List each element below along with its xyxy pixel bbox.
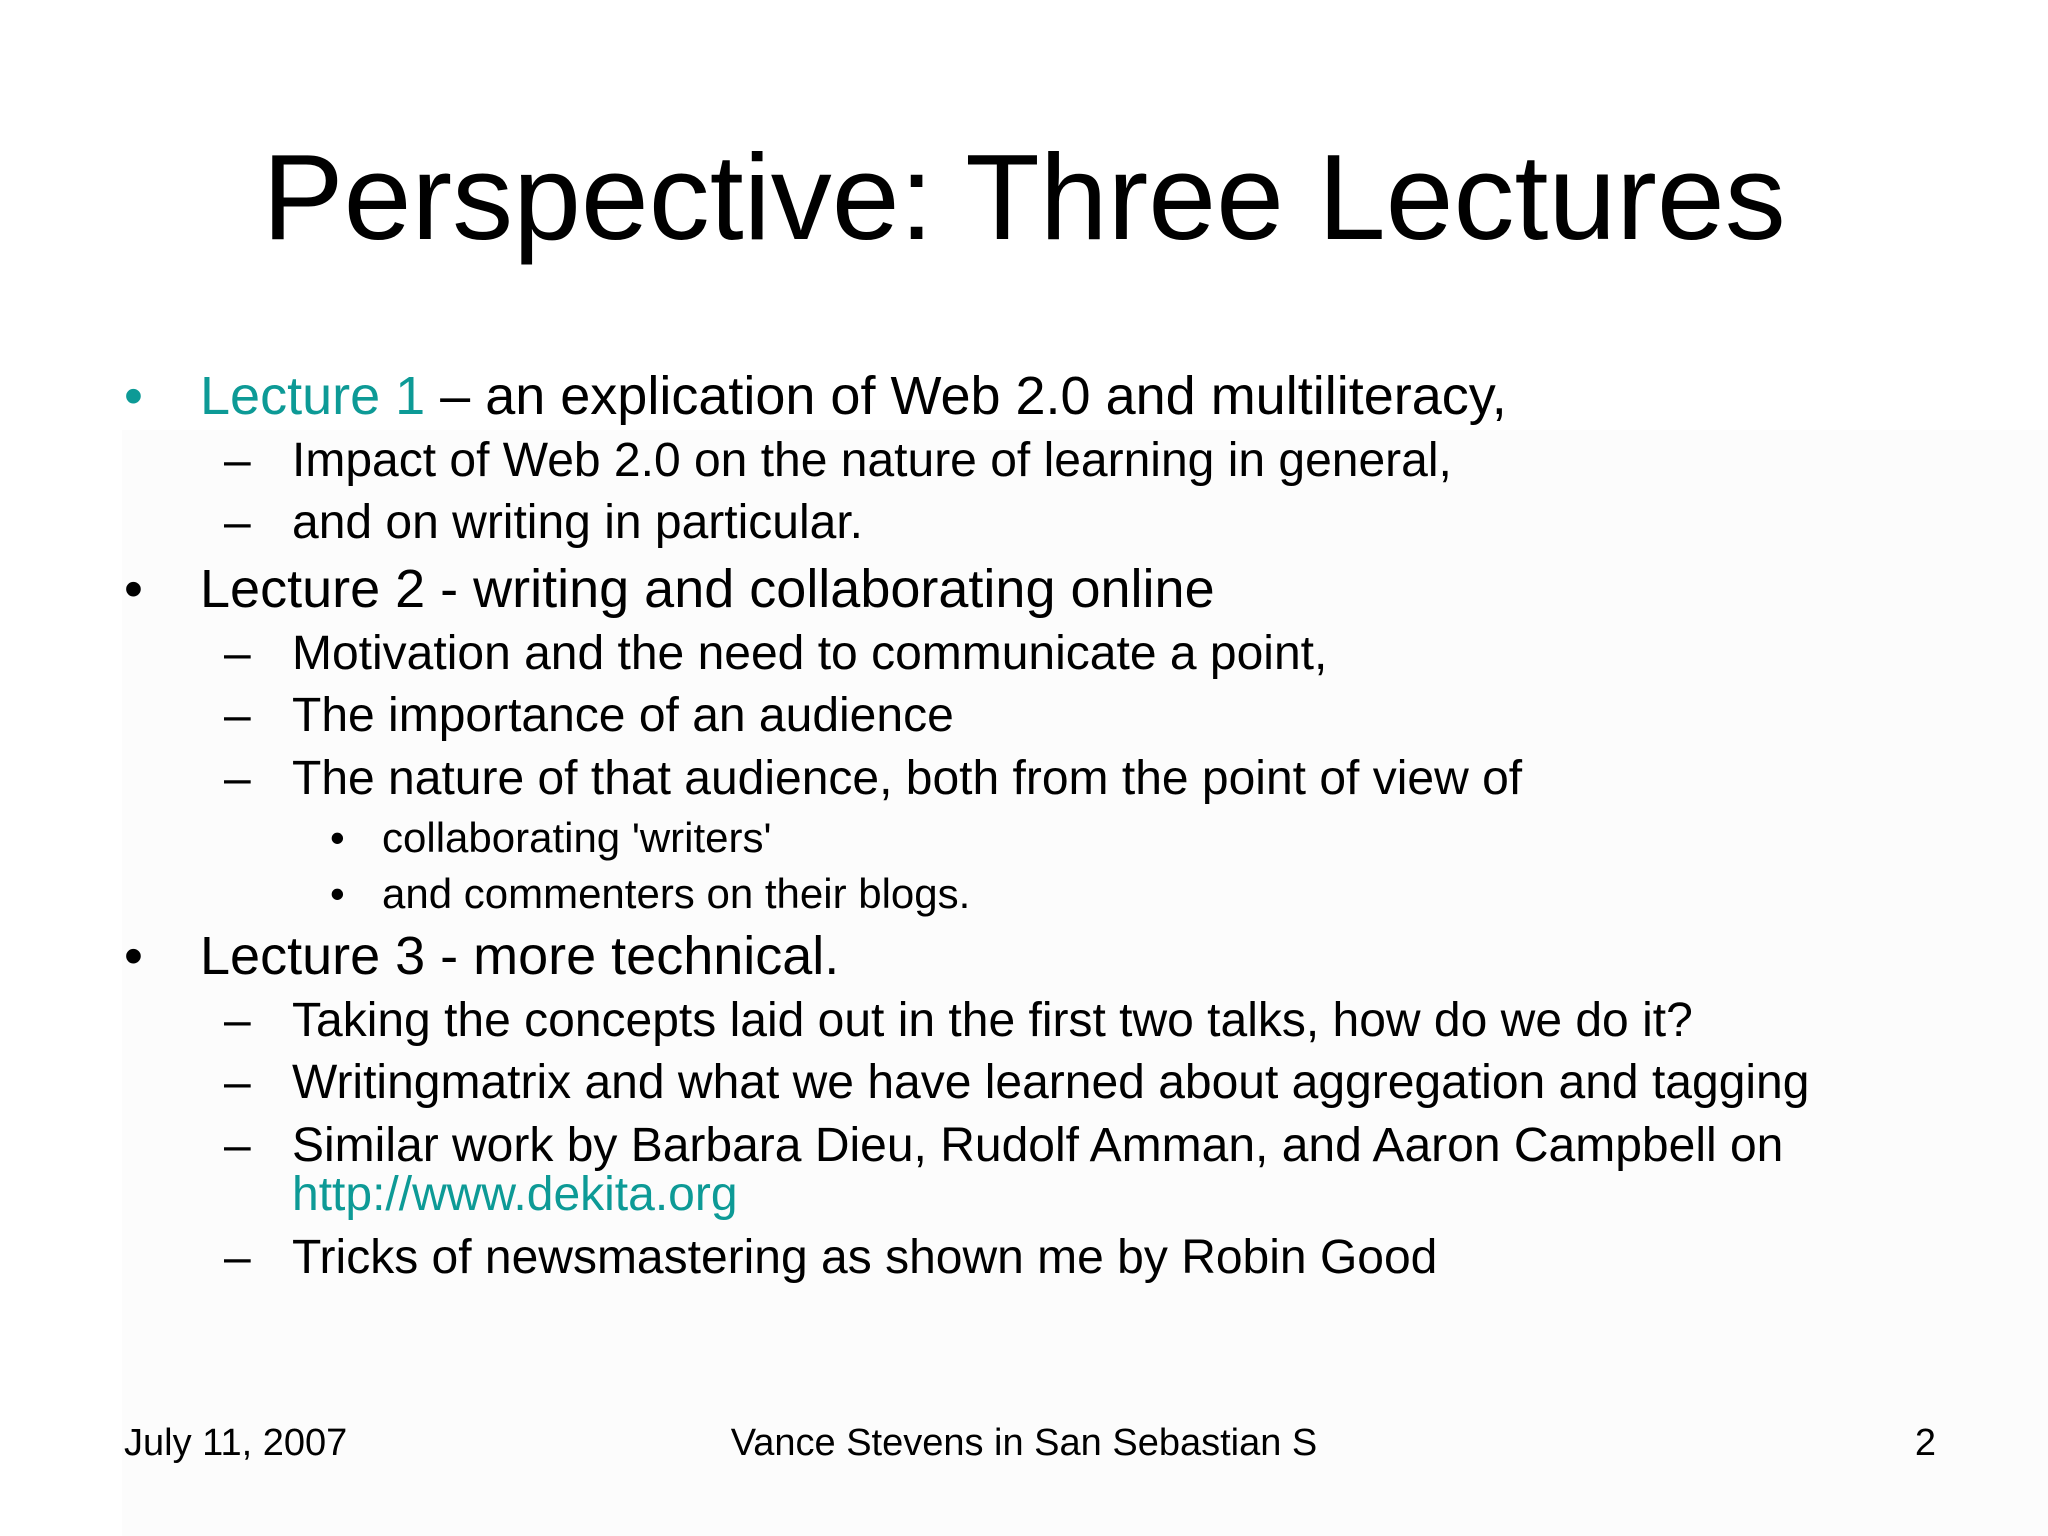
subitem-l3-4: Tricks of newsmastering as shown me by Robin Good: [292, 1231, 1438, 1284]
dash-icon: –: [224, 1231, 251, 1284]
dash-icon: –: [224, 689, 251, 742]
subsubitem-l2-1: collaborating 'writers': [382, 814, 772, 861]
subitem-l2-3: The nature of that audience, both from the point of view of: [292, 752, 1523, 805]
footer-page-number: 2: [1914, 1422, 1936, 1464]
dash-icon: –: [224, 627, 251, 680]
subitem-l3-1: Taking the concepts laid out in the first two talks, how do we do it?: [292, 994, 1693, 1047]
subitem-l1-1: Impact of Web 2.0 on the nature of learning in general,: [292, 434, 1452, 487]
dash-icon: –: [224, 752, 251, 805]
slide-title: Perspective: Three Lectures: [262, 129, 1786, 265]
lecture-1-link[interactable]: Lecture 1: [200, 366, 426, 426]
lecture-1-description: – an explication of Web 2.0 and multiliteracy,: [425, 366, 1507, 426]
bullet-icon: •: [330, 870, 345, 917]
dash-icon: –: [224, 496, 251, 549]
subitem-l1-2: and on writing in particular.: [292, 496, 863, 549]
bullet-icon: •: [124, 926, 143, 986]
subitem-l2-2: The importance of an audience: [292, 689, 954, 742]
subitem-l2-1: Motivation and the need to communicate a point,: [292, 627, 1328, 680]
bullet-icon: •: [330, 814, 345, 861]
dekita-link[interactable]: http://www.dekita.org: [292, 1168, 738, 1221]
dash-icon: –: [224, 1056, 251, 1109]
dash-icon: –: [224, 994, 251, 1047]
bullet-icon: •: [124, 559, 143, 619]
bullet-lecture-1: [200, 364, 1507, 428]
dash-icon: –: [224, 1119, 251, 1172]
bullet-lecture-2: Lecture 2 - writing and collaborating online: [200, 559, 1215, 619]
bullet-lecture-3: Lecture 3 - more technical.: [200, 926, 840, 986]
footer-date: July 11, 2007: [124, 1422, 348, 1464]
dash-icon: –: [224, 434, 251, 487]
bullet-icon: •: [124, 366, 143, 426]
subitem-l3-2: Writingmatrix and what we have learned about aggregation and tagging: [292, 1056, 1810, 1109]
subitem-l3-3: Similar work by Barbara Dieu, Rudolf Amman, and Aaron Campbell on: [292, 1119, 1784, 1172]
footer-presenter: Vance Stevens in San Sebastian S: [730, 1422, 1318, 1464]
subsubitem-l2-2: and commenters on their blogs.: [382, 870, 971, 917]
